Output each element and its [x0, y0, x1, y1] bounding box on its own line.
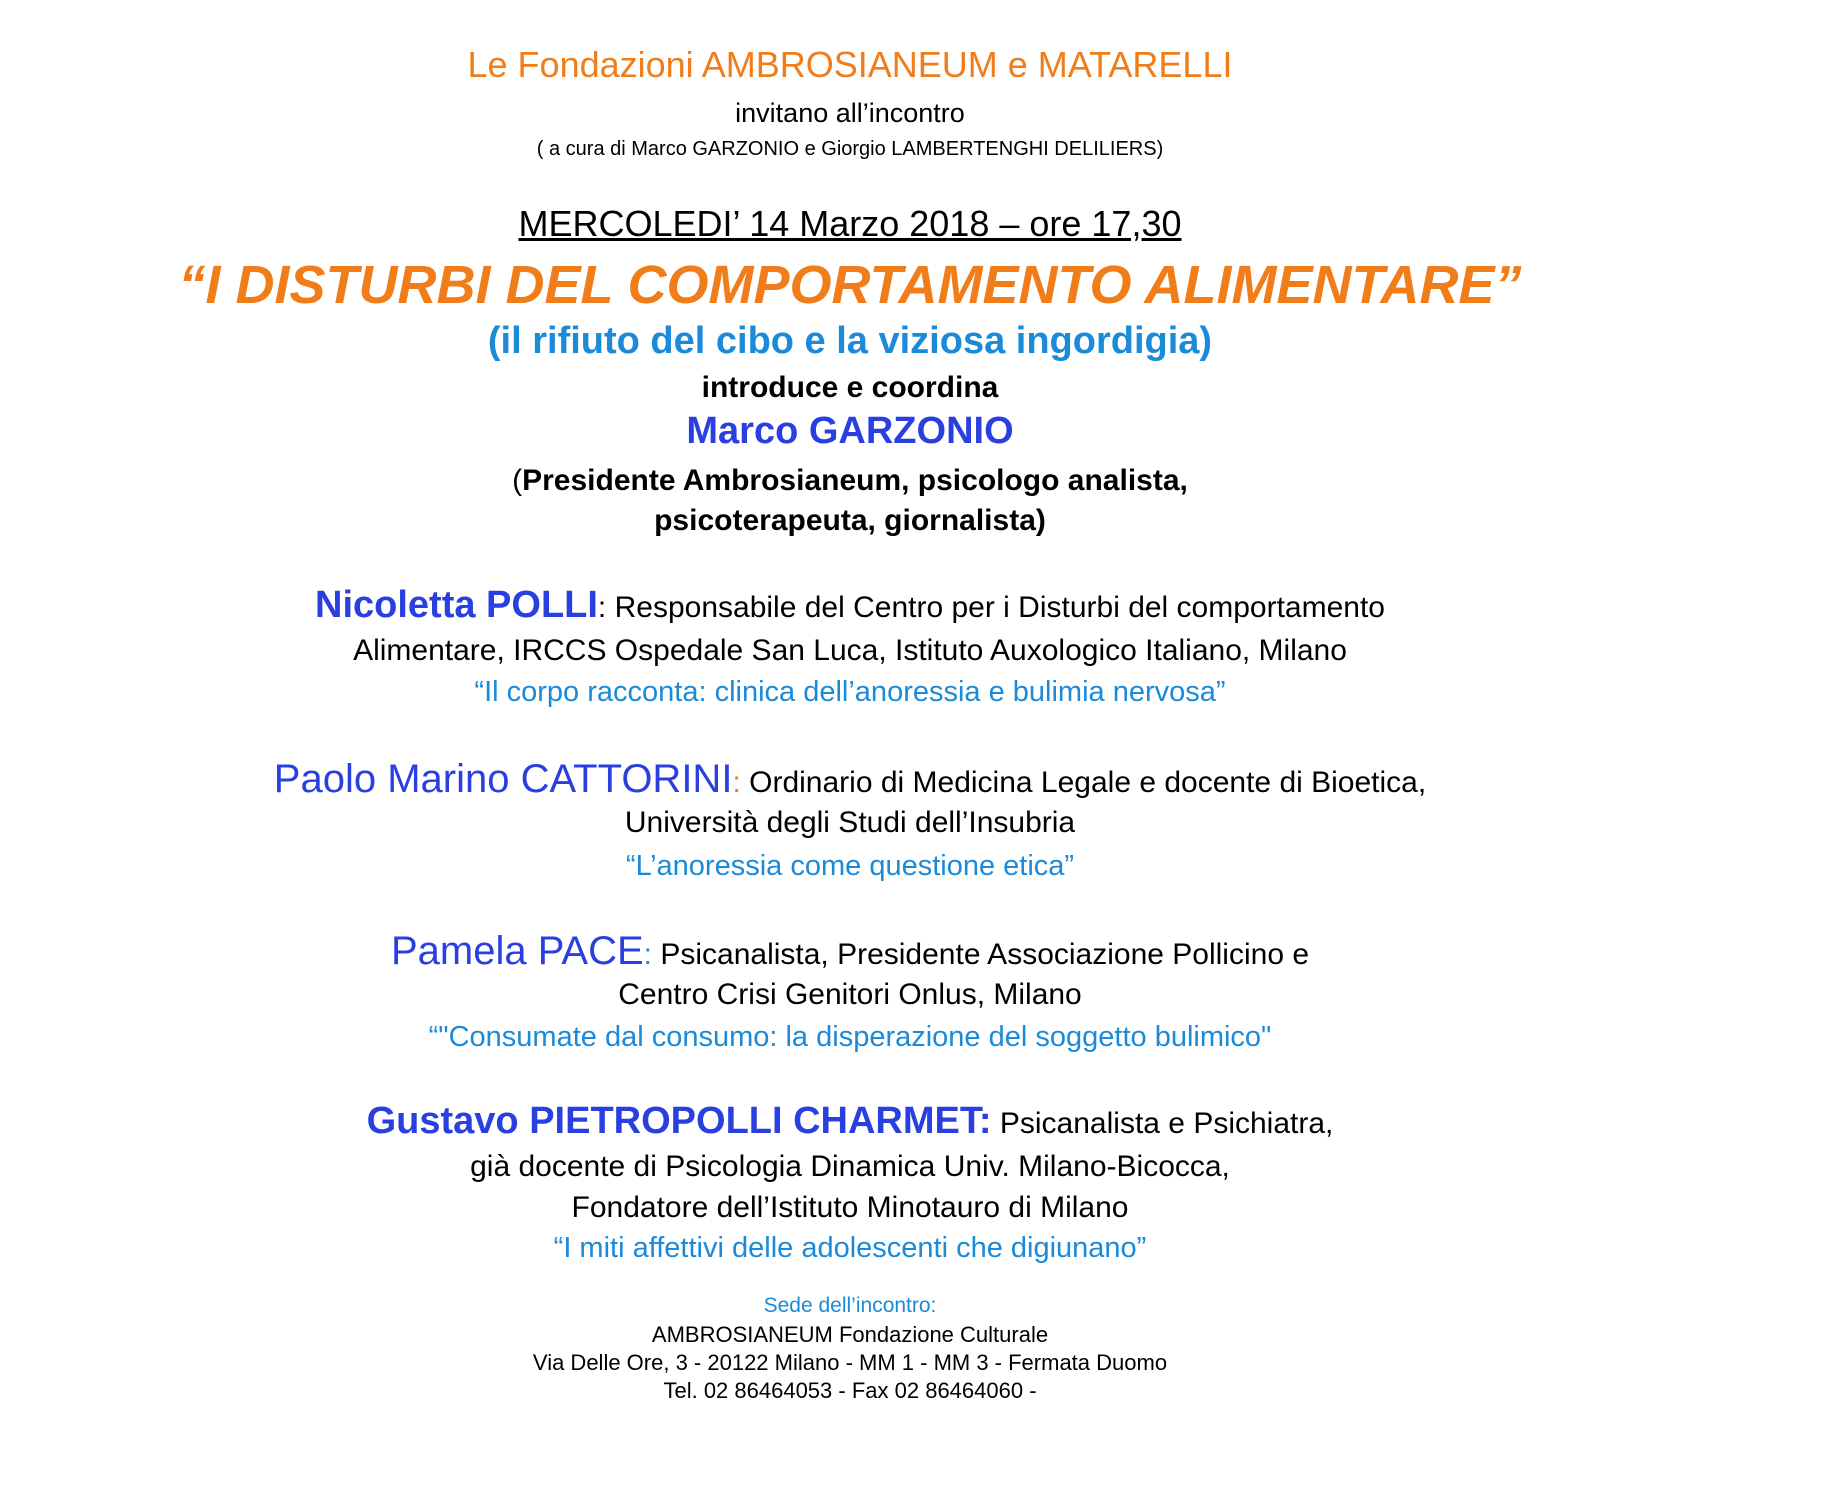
speaker-2-sep: :: [732, 766, 741, 799]
venue-label: Sede dell’incontro:: [763, 1294, 937, 1317]
curated-by-text: ( a cura di Marco GARZONIO e Giorgio LAMBERTENGHI DELILIERS): [536, 138, 1164, 160]
venue-name: AMBROSIANEUM Fondazione Culturale: [651, 1322, 1049, 1347]
speaker-3-sep: :: [643, 938, 652, 971]
speaker-1-sep: :: [597, 591, 607, 624]
coordinator-name: Marco GARZONIO: [686, 410, 1014, 452]
speaker-2-line-1: [0, 756, 1700, 802]
coordinator-role-line-2: psicoterapeuta, giornalista): [654, 504, 1046, 537]
coordinator-role-line-1: [0, 464, 1700, 499]
event-date: MERCOLEDI’ 14 Marzo 2018 – ore 17,30: [518, 203, 1182, 244]
speaker-4-role-3: Fondatore dell’Istituto Minotauro di Milano: [571, 1191, 1129, 1224]
speaker-4-line-1: [0, 1100, 1700, 1144]
speaker-4-role-2: già docente di Psicologia Dinamica Univ. Milano-Bicocca,: [470, 1150, 1230, 1183]
speaker-2-name: Paolo Marino CATTORINI: [273, 757, 733, 801]
speaker-4-talk: “I miti affettivi delle adolescenti che digiunano”: [553, 1232, 1147, 1264]
speaker-1-role-2: Alimentare, IRCCS Ospedale San Luca, Istituto Auxologico Italiano, Milano: [353, 634, 1347, 667]
event-title: “I DISTURBI DEL COMPORTAMENTO ALIMENTARE”: [178, 255, 1522, 315]
coordinator-role-text-1: Presidente Ambrosianeum, psicologo analista,: [522, 464, 1188, 497]
speaker-3-role-2: Centro Crisi Genitori Onlus, Milano: [618, 978, 1082, 1011]
speaker-4-sep: :: [978, 1100, 992, 1142]
speaker-3-name: Pamela PACE: [390, 929, 644, 973]
speaker-3-talk: “"Consumate dal consumo: la disperazione del soggetto bulimico": [428, 1021, 1272, 1053]
speaker-3-role-1: Psicanalista, Presidente Associazione Pollicino e: [652, 938, 1310, 971]
invite-text: invitano all’incontro: [735, 98, 965, 128]
speaker-1-line-1: [0, 584, 1700, 628]
speaker-4-name: Gustavo PIETROPOLLI CHARMET: [366, 1100, 979, 1142]
speaker-4-role-1: Psicanalista e Psichiatra,: [991, 1107, 1334, 1140]
speaker-2-role-1: Ordinario di Medicina Legale e docente di Bioetica,: [740, 766, 1427, 799]
speaker-1-role-1: Responsabile del Centro per i Disturbi del comportamento: [606, 591, 1385, 624]
coordinator-role-open: (: [512, 464, 523, 497]
venue-address: Via Delle Ore, 3 - 20122 Milano - MM 1 - MM 3 - Fermata Duomo: [532, 1350, 1168, 1375]
speaker-1-talk: “Il corpo racconta: clinica dell’anoressia e bulimia nervosa”: [474, 676, 1226, 708]
speaker-2-talk: “L’anoressia come questione etica”: [625, 850, 1075, 882]
foundations-heading: Le Fondazioni AMBROSIANEUM e MATARELLI: [467, 44, 1233, 85]
intro-label: introduce e coordina: [701, 371, 999, 404]
venue-contacts: Tel. 02 86464053 - Fax 02 86464060 -: [663, 1378, 1037, 1403]
speaker-1-name: Nicoletta POLLI: [315, 584, 598, 626]
speaker-2-role-2: Università degli Studi dell’Insubria: [624, 806, 1076, 839]
event-subtitle: (il rifiuto del cibo e la viziosa ingordigia): [487, 320, 1213, 362]
speaker-3-line-1: [0, 928, 1700, 974]
